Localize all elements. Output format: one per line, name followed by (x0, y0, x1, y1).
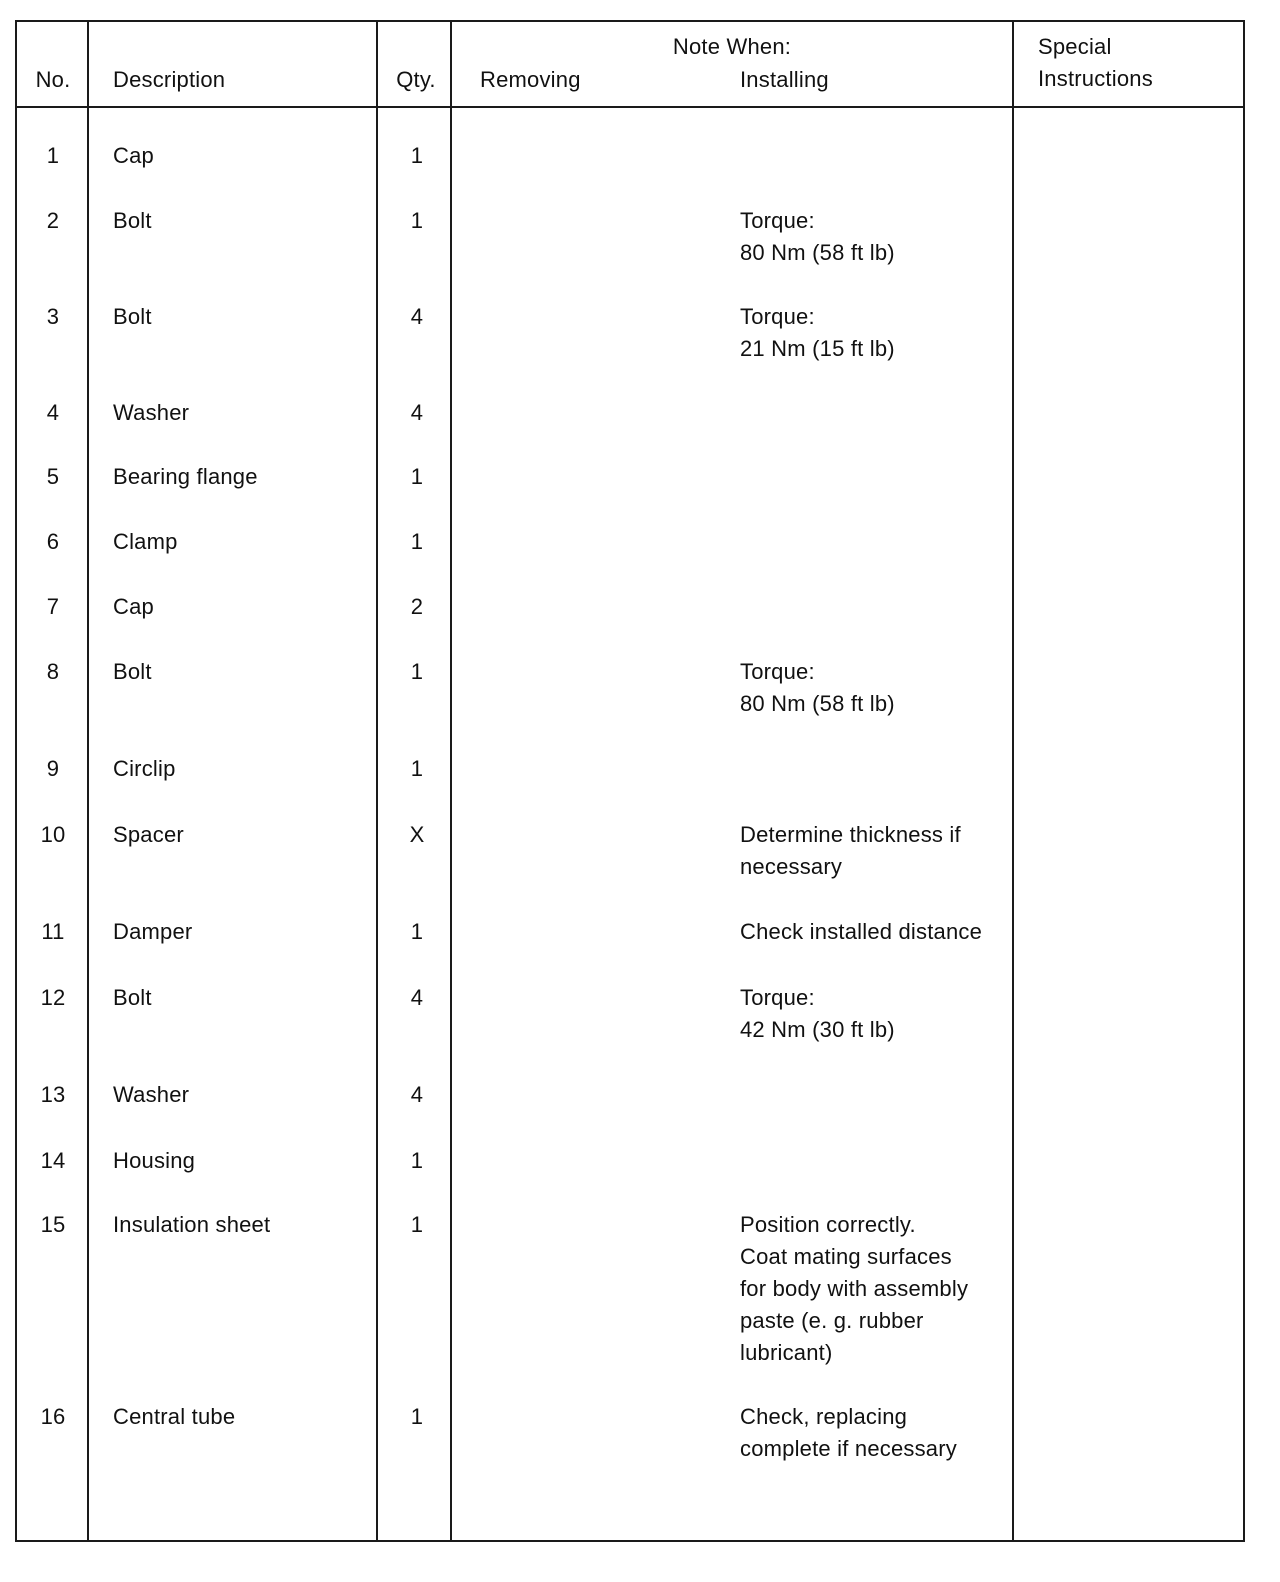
row-description: Cap (113, 594, 154, 619)
header-qty: Qty. (396, 67, 436, 92)
header-description: Description (113, 67, 226, 92)
row-no: 7 (46, 594, 60, 619)
row-no: 8 (46, 659, 60, 684)
column-divider-note-when (1012, 20, 1014, 1542)
row-qty: 1 (410, 1148, 424, 1173)
row-description: Central tube (113, 1404, 236, 1429)
row-no: 2 (46, 208, 60, 233)
row-description: Cap (113, 143, 154, 168)
row-qty: 1 (410, 1404, 424, 1429)
row-no: 13 (40, 1082, 66, 1107)
row-no: 10 (40, 822, 66, 847)
row-installing-note: Determine thickness if necessary (740, 822, 961, 879)
row-installing-note: Torque: 80 Nm (58 ft lb) (740, 659, 895, 716)
row-no: 6 (46, 529, 60, 554)
row-description: Bearing flange (113, 464, 258, 489)
row-description: Housing (113, 1148, 196, 1173)
row-no: 12 (40, 985, 66, 1010)
row-no: 15 (40, 1212, 66, 1237)
row-description: Damper (113, 919, 193, 944)
row-qty: 1 (410, 208, 424, 233)
row-description: Bolt (113, 985, 152, 1010)
header-removing: Removing (480, 67, 581, 92)
row-qty: 1 (410, 1212, 424, 1237)
row-description: Washer (113, 1082, 190, 1107)
row-qty: 2 (410, 594, 424, 619)
row-qty: 1 (410, 659, 424, 684)
row-qty: 1 (410, 529, 424, 554)
row-qty: 1 (410, 143, 424, 168)
header-no: No. (35, 67, 71, 92)
row-installing-note: Check installed distance (740, 919, 983, 944)
row-description: Spacer (113, 822, 184, 847)
row-description: Insulation sheet (113, 1212, 271, 1237)
row-installing-note: Torque: 42 Nm (30 ft lb) (740, 985, 895, 1042)
row-no: 14 (40, 1148, 66, 1173)
header-special: Special (1038, 34, 1112, 59)
row-installing-note: Check, replacing complete if necessary (740, 1404, 957, 1461)
row-qty: 1 (410, 464, 424, 489)
row-no: 16 (40, 1404, 66, 1429)
row-description: Bolt (113, 208, 152, 233)
row-no: 9 (46, 756, 60, 781)
row-qty: 1 (410, 756, 424, 781)
row-no: 3 (46, 304, 60, 329)
column-divider-description (376, 20, 378, 1542)
row-description: Bolt (113, 304, 152, 329)
row-installing-note: Torque: 80 Nm (58 ft lb) (740, 208, 895, 265)
row-description: Circlip (113, 756, 176, 781)
header-installing: Installing (740, 67, 829, 92)
row-qty: 4 (410, 400, 424, 425)
row-no: 1 (46, 143, 60, 168)
row-qty: 4 (410, 1082, 424, 1107)
row-installing-note: Position correctly. Coat mating surfaces for body with assembly paste (e. g. rubber lubricant) (740, 1212, 969, 1365)
row-description: Clamp (113, 529, 178, 554)
row-no: 11 (41, 919, 65, 944)
row-no: 4 (46, 400, 60, 425)
row-qty: 4 (410, 985, 424, 1010)
header-divider (15, 106, 1245, 108)
row-description: Washer (113, 400, 190, 425)
row-qty: X (409, 822, 425, 847)
header-note-when: Note When: (672, 34, 792, 59)
header-instructions: Instructions (1038, 66, 1153, 91)
row-qty: 1 (410, 919, 424, 944)
row-no: 5 (46, 464, 60, 489)
row-installing-note: Torque: 21 Nm (15 ft lb) (740, 304, 895, 361)
row-description: Bolt (113, 659, 152, 684)
row-qty: 4 (410, 304, 424, 329)
